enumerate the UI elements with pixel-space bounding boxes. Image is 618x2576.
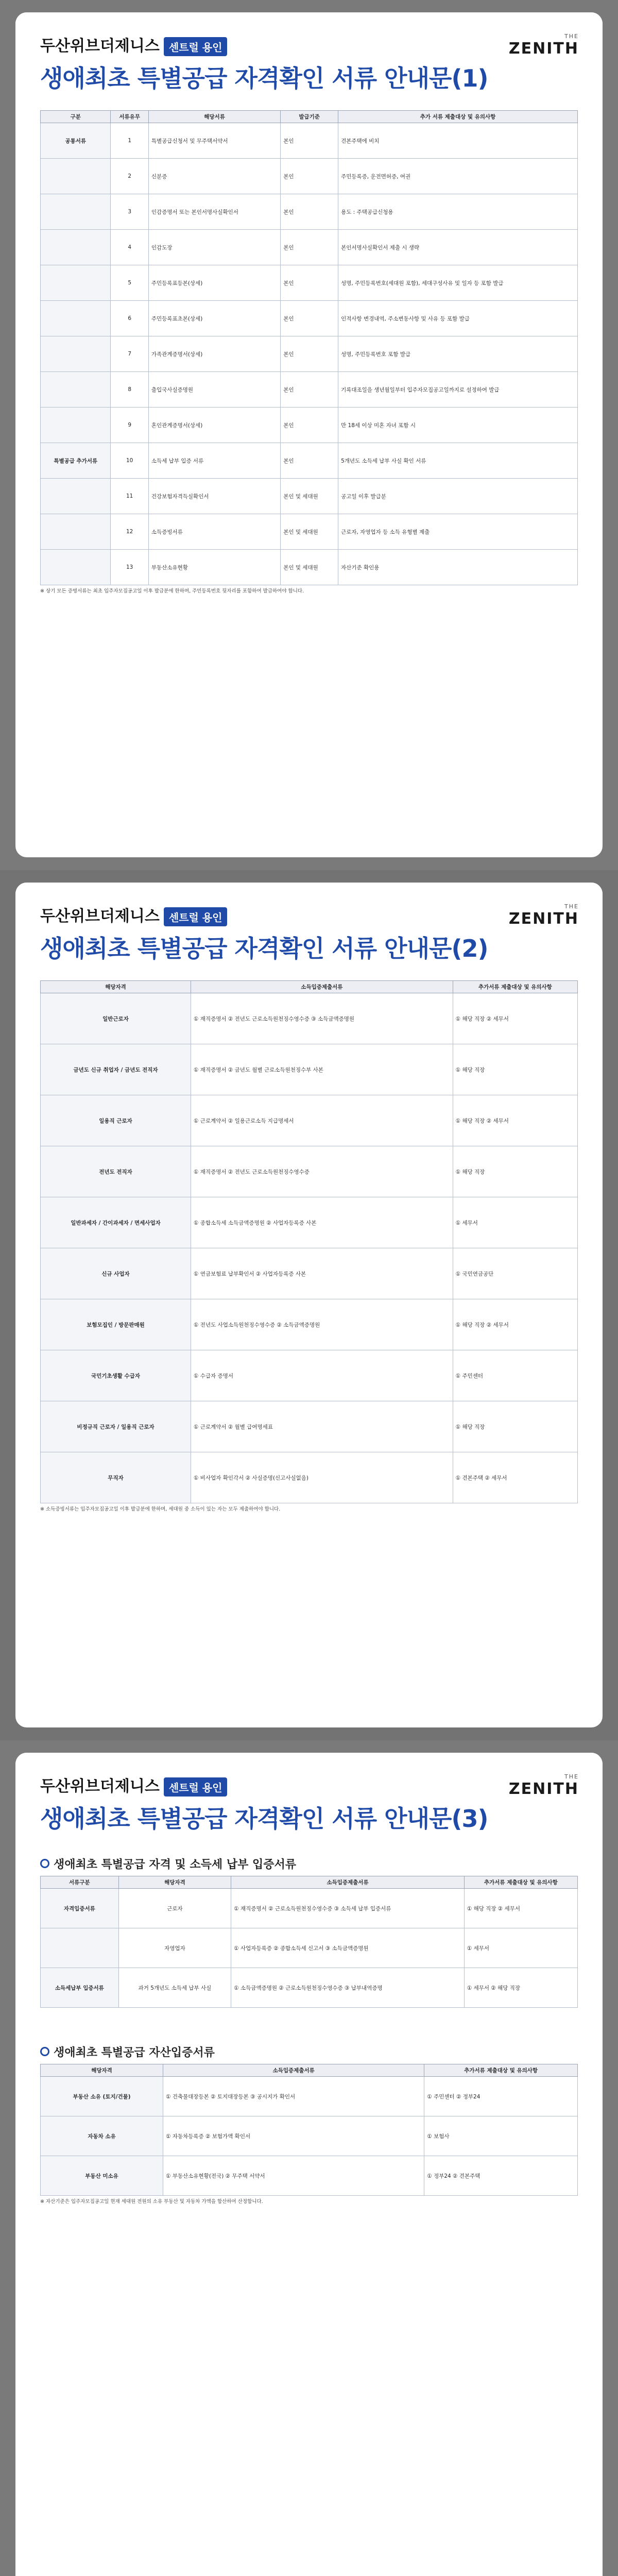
table-cell: 소득증빙서류	[148, 514, 280, 550]
table-row	[41, 2116, 578, 2156]
table-cell	[41, 159, 111, 194]
qualification-table	[40, 1876, 578, 2008]
table-row	[41, 479, 578, 514]
column-header: 추가 서류 제출대상 및 유의사항	[338, 111, 578, 123]
brand-chip: 센트럴 용인	[164, 37, 228, 56]
table-cell: 5	[111, 265, 148, 301]
table-cell: ① 전년도 사업소득원천징수영수증 ② 소득금액증명원	[191, 1299, 453, 1350]
table-cell: 보험모집인 / 방문판매원	[41, 1299, 191, 1350]
zenith-logo	[509, 33, 579, 58]
table-row	[41, 2077, 578, 2116]
table-row	[41, 1248, 578, 1299]
table-row	[41, 1044, 578, 1095]
table-row	[41, 550, 578, 585]
table-cell: 7	[111, 336, 148, 372]
section-title: 생애최초 특별공급 자산입증서류	[54, 2046, 215, 2059]
section-heading	[40, 2044, 578, 2060]
column-header: 해당자격	[118, 1876, 231, 1889]
table-cell: 자산기준 확인용	[338, 550, 578, 585]
table-cell: 본인	[281, 372, 338, 408]
table-cell: 특별공급신청서 및 무주택서약서	[148, 123, 280, 159]
table-cell: 가족관계증명서(상세)	[148, 336, 280, 372]
column-header: 추가서류 제출대상 및 유의사항	[453, 981, 577, 993]
table-cell: 9	[111, 408, 148, 443]
table-cell: ① 재직증명서 ② 전년도 근로소득원천징수영수증 ③ 소득금액증명원	[191, 993, 453, 1044]
column-header: 소득입증제출서류	[163, 2064, 424, 2077]
table-cell: ① 부동산소유현황(전국) ② 무주택 서약서	[163, 2156, 424, 2196]
table-cell: 주민등록표초본(상세)	[148, 301, 280, 336]
table-cell: 자영업자	[118, 1928, 231, 1968]
docs-table	[40, 110, 578, 585]
table-cell	[41, 550, 111, 585]
table-cell: ① 자동차등록증 ② 보험가액 확인서	[163, 2116, 424, 2156]
column-header: 소득입증제출서류	[231, 1876, 465, 1889]
brand-name: 두산위브더제니스	[40, 1777, 160, 1795]
table-cell: 본인 및 세대원	[281, 479, 338, 514]
brand-chip: 센트럴 용인	[164, 907, 228, 926]
table-cell: ① 종합소득세 소득금액증명원 ② 사업자등록증 사본	[191, 1197, 453, 1248]
table-row	[41, 1401, 578, 1452]
table-row	[41, 408, 578, 443]
table-cell: ① 비사업자 확인각서 ② 사실증명(신고사실없음)	[191, 1452, 453, 1503]
table-cell: ① 주민센터 ② 정부24	[424, 2077, 578, 2116]
table-cell: 성명, 주민등록번호 포함 발급	[338, 336, 578, 372]
table-cell: 본인	[281, 265, 338, 301]
income-docs-table	[40, 980, 578, 1503]
table-cell: 인감증명서 또는 본인서명사실확인서	[148, 194, 280, 230]
zenith-logo	[509, 903, 579, 928]
table-cell: 12	[111, 514, 148, 550]
table-cell: ① 주민센터	[453, 1350, 577, 1401]
table-cell: 공고일 이후 발급분	[338, 479, 578, 514]
table-row	[41, 301, 578, 336]
document-card	[15, 1753, 603, 2576]
table-cell: 10	[111, 443, 148, 479]
logo-small: THE	[564, 903, 579, 910]
zenith-logo	[509, 1773, 579, 1798]
brand-name: 두산위브더제니스	[40, 37, 160, 55]
table-cell: ① 근로계약서 ② 월별 급여명세표	[191, 1401, 453, 1452]
table-cell: ① 해당 직장 ② 세무서	[453, 993, 577, 1044]
table-cell: ① 연금보험료 납부확인서 ② 사업자등록증 사본	[191, 1248, 453, 1299]
table-cell: 4	[111, 230, 148, 265]
note: ※ 자산기준은 입주자모집공고일 현재 세대원 전원의 소유 부동산 및 자동차 가액을 합산하여 산정합니다.	[40, 2199, 263, 2205]
table-cell: 5개년도 소득세 납부 사실 확인 서류	[338, 443, 578, 479]
column-header: 해당서류	[148, 111, 280, 123]
table-cell: ① 해당 직장 ② 세무서	[453, 1095, 577, 1146]
asset-table	[40, 2064, 578, 2196]
table-row	[41, 2156, 578, 2196]
table-cell: 본인	[281, 230, 338, 265]
table-cell: 11	[111, 479, 148, 514]
table-cell: 만 18세 이상 미혼 자녀 포함 시	[338, 408, 578, 443]
table-cell: 부동산소유현황	[148, 550, 280, 585]
table-cell: ① 해당 직장	[453, 1146, 577, 1197]
table-cell: ① 세무서	[453, 1197, 577, 1248]
table-cell: 본인	[281, 336, 338, 372]
brand	[40, 903, 227, 926]
content	[40, 980, 578, 1712]
table-cell: ① 해당 직장 ② 세무서	[464, 1889, 577, 1928]
table-cell: 본인	[281, 159, 338, 194]
table-cell	[41, 479, 111, 514]
header	[15, 1753, 603, 1840]
table-row	[41, 1452, 578, 1503]
table-cell: 국민기초생활 수급자	[41, 1350, 191, 1401]
table-cell: 견본주택에 비치	[338, 123, 578, 159]
table-cell: 공통서류	[41, 123, 111, 159]
column-header: 해당자격	[41, 981, 191, 993]
table-cell: ① 세무서	[464, 1928, 577, 1968]
table-cell: ① 해당 직장	[453, 1401, 577, 1452]
header	[15, 12, 603, 100]
table-cell: 성명, 주민등록번호(세대원 포함), 세대구성사유 및 일자 등 포함 발급	[338, 265, 578, 301]
table-cell	[41, 230, 111, 265]
table-row	[41, 993, 578, 1044]
table-cell: 본인	[281, 408, 338, 443]
column-header: 구분	[41, 111, 111, 123]
table-cell: 본인 및 세대원	[281, 514, 338, 550]
table-cell: 일반과세자 / 간이과세자 / 면세사업자	[41, 1197, 191, 1248]
table-cell	[41, 1928, 119, 1968]
table-row	[41, 1197, 578, 1248]
table-cell: 13	[111, 550, 148, 585]
table-row	[41, 1350, 578, 1401]
table-cell: ① 근로계약서 ② 일용근로소득 지급명세서	[191, 1095, 453, 1146]
table-cell: 본인 및 세대원	[281, 550, 338, 585]
logo-big: ZENITH	[508, 1780, 579, 1798]
table-row	[41, 230, 578, 265]
table-row	[41, 336, 578, 372]
table-row	[41, 443, 578, 479]
table-cell: ① 건축물대장등본 ② 토지대장등본 ③ 공시지가 확인서	[163, 2077, 424, 2116]
table-row	[41, 1968, 578, 2008]
table-cell: ① 사업자등록증 ② 종합소득세 신고서 ③ 소득금액증명원	[231, 1928, 465, 1968]
table-cell: 일반근로자	[41, 993, 191, 1044]
table-cell	[41, 514, 111, 550]
column-header: 발급기준	[281, 111, 338, 123]
content	[40, 1851, 578, 2576]
table-cell: 무직자	[41, 1452, 191, 1503]
table-cell: 본인	[281, 123, 338, 159]
table-cell: 용도 : 주택공급신청용	[338, 194, 578, 230]
table-cell: 신규 사업자	[41, 1248, 191, 1299]
table-cell: 인적사항 변경내역, 주소변동사항 및 사유 등 포함 발급	[338, 301, 578, 336]
page-title: 생애최초 특별공급 자격확인 서류 안내문(3)	[40, 1805, 488, 1833]
document-card	[15, 883, 603, 1727]
table-cell: 본인	[281, 301, 338, 336]
table-cell: 2	[111, 159, 148, 194]
table-cell	[41, 336, 111, 372]
table-cell: ① 세무서 ② 해당 직장	[464, 1968, 577, 2008]
circle-icon	[40, 1859, 49, 1868]
table-cell: 비정규직 근로자 / 일용직 근로자	[41, 1401, 191, 1452]
table-cell: 본인	[281, 443, 338, 479]
table-cell	[41, 265, 111, 301]
table-cell: 부동산 소유 (토지/건물)	[41, 2077, 163, 2116]
table-row	[41, 194, 578, 230]
table-cell: ① 수급자 증명서	[191, 1350, 453, 1401]
section-title: 생애최초 특별공급 자격 및 소득세 납부 입증서류	[54, 1858, 296, 1871]
header	[15, 883, 603, 970]
table-cell: 주민등록표등본(상세)	[148, 265, 280, 301]
table-cell: 금년도 신규 취업자 / 금년도 전직자	[41, 1044, 191, 1095]
table-cell: 신분증	[148, 159, 280, 194]
column-header: 추가서류 제출대상 및 유의사항	[464, 1876, 577, 1889]
table-cell: ① 소득금액증명원 ② 근로소득원천징수영수증 ③ 납부내역증명	[231, 1968, 465, 2008]
table-cell: ① 해당 직장	[453, 1044, 577, 1095]
table-cell: 과거 5개년도 소득세 납부 사실	[118, 1968, 231, 2008]
circle-icon	[40, 2047, 49, 2056]
table-cell	[41, 408, 111, 443]
column-header: 서류유무	[111, 111, 148, 123]
table-cell: ① 재직증명서 ② 근로소득원천징수영수증 ③ 소득세 납부 입증서류	[231, 1889, 465, 1928]
table-cell: 1	[111, 123, 148, 159]
note: ※ 소득증빙서류는 입주자모집공고일 이후 발급분에 한하며, 세대원 중 소득이 있는 자는 모두 제출하여야 합니다.	[40, 1506, 281, 1512]
logo-small: THE	[564, 33, 579, 40]
column-header: 추가서류 제출대상 및 유의사항	[424, 2064, 578, 2077]
logo-big: ZENITH	[508, 40, 579, 58]
table-cell: 자동차 소유	[41, 2116, 163, 2156]
table-cell: 기록대조일을 생년월일부터 입주자모집공고일까지로 설정하여 발급	[338, 372, 578, 408]
table-cell: 혼인관계증명서(상세)	[148, 408, 280, 443]
table-cell: ① 국민연금공단	[453, 1248, 577, 1299]
table-cell: ① 재직증명서 ② 금년도 월별 근로소득원천징수부 사본	[191, 1044, 453, 1095]
table-row	[41, 265, 578, 301]
table-cell: 본인서명사실확인서 제출 시 생략	[338, 230, 578, 265]
content	[40, 110, 578, 842]
table-cell: 주민등록증, 운전면허증, 여권	[338, 159, 578, 194]
logo-big: ZENITH	[508, 910, 579, 928]
brand-name: 두산위브더제니스	[40, 907, 160, 925]
document-card	[15, 12, 603, 857]
table-cell: 전년도 전직자	[41, 1146, 191, 1197]
table-cell: 6	[111, 301, 148, 336]
table-cell: ① 보험사	[424, 2116, 578, 2156]
table-cell: ① 재직증명서 ② 전년도 근로소득원천징수영수증	[191, 1146, 453, 1197]
table-cell	[41, 301, 111, 336]
table-cell: 8	[111, 372, 148, 408]
table-row	[41, 372, 578, 408]
table-cell: 근로자	[118, 1889, 231, 1928]
table-row	[41, 1095, 578, 1146]
logo-small: THE	[564, 1773, 579, 1780]
table-cell: 특별공급 추가서류	[41, 443, 111, 479]
section-heading	[40, 1856, 578, 1872]
table-cell: ① 견본주택 ② 세무서	[453, 1452, 577, 1503]
table-row	[41, 159, 578, 194]
column-header: 서류구분	[41, 1876, 119, 1889]
table-cell: 출입국사실증명원	[148, 372, 280, 408]
table-cell: 근로자, 자영업자 등 소득 유형별 제출	[338, 514, 578, 550]
table-cell: 본인	[281, 194, 338, 230]
table-cell: 건강보험자격득실확인서	[148, 479, 280, 514]
table-row	[41, 1299, 578, 1350]
table-cell	[41, 372, 111, 408]
note: ※ 상기 모든 증명서류는 최초 입주자모집공고일 이후 발급분에 한하며, 주민등록번호 뒷자리를 포함하여 발급하여야 합니다.	[40, 588, 304, 594]
table-cell: ① 해당 직장 ② 세무서	[453, 1299, 577, 1350]
page-3	[0, 1740, 618, 2576]
brand-chip: 센트럴 용인	[164, 1777, 228, 1797]
table-cell: ① 정부24 ② 견본주택	[424, 2156, 578, 2196]
table-cell: 소득세 납부 입증 서류	[148, 443, 280, 479]
table-cell: 소득세납부 입증서류	[41, 1968, 119, 2008]
page-title: 생애최초 특별공급 자격확인 서류 안내문(2)	[40, 935, 488, 962]
table-row	[41, 1889, 578, 1928]
table-cell: 3	[111, 194, 148, 230]
table-row	[41, 123, 578, 159]
table-cell	[41, 194, 111, 230]
table-cell: 자격입증서류	[41, 1889, 119, 1928]
column-header: 해당자격	[41, 2064, 163, 2077]
page-1	[0, 0, 618, 870]
table-cell: 일용직 근로자	[41, 1095, 191, 1146]
brand	[40, 1773, 227, 1797]
brand	[40, 33, 227, 56]
page-title: 생애최초 특별공급 자격확인 서류 안내문(1)	[40, 64, 488, 92]
column-header: 소득입증제출서류	[191, 981, 453, 993]
table-cell: 부동산 미소유	[41, 2156, 163, 2196]
table-row	[41, 1928, 578, 1968]
table-row	[41, 1146, 578, 1197]
table-cell: 인감도장	[148, 230, 280, 265]
table-row	[41, 514, 578, 550]
page-2	[0, 870, 618, 1740]
